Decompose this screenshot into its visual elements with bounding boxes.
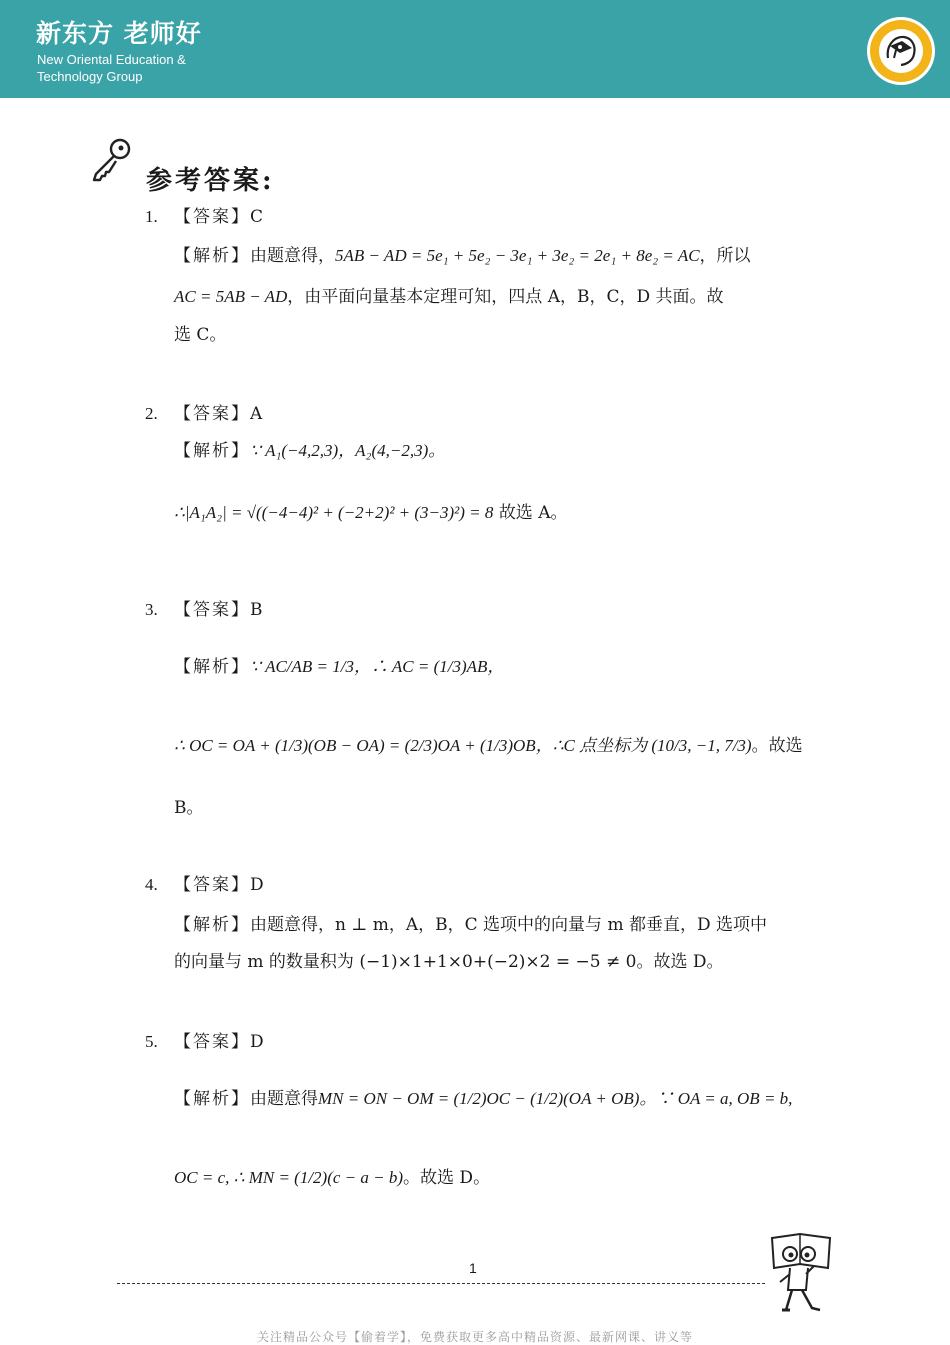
q4-answer-label: 【答案】: [174, 875, 250, 895]
q2-answer: A: [250, 404, 263, 424]
q1-analysis-line1: [174, 244, 751, 268]
q4-answer-line: [174, 873, 264, 897]
new-oriental-logo-icon: [866, 16, 936, 86]
q5-analysis-line2: [174, 1166, 490, 1190]
q5-l2-expr: OC = c, ∴ MN = (1/2)(c − a − b): [174, 1168, 404, 1187]
reading-mascot-icon: [762, 1232, 840, 1316]
page-number: 1: [469, 1260, 477, 1276]
q1-analysis-line3: 选 C。: [174, 325, 227, 345]
q3-answer-label: 【答案】: [174, 600, 250, 620]
q5-l1-expr: MN = ON − OM = (1/2)OC − (1/2)(OA + OB)。∵ OA = a, OB = b,: [318, 1089, 793, 1108]
brand-en-line2: Technology Group: [37, 69, 143, 84]
q3-l1-expr: ∵ AC/AB = 1/3，∴ AC = (1/3)AB，: [250, 657, 505, 676]
q1-l1-expr: 5AB − AD = 5e₁ + 5e₂ − 3e₁ + 3e₂ = 2e₁ + 8e₂ = AC: [335, 246, 700, 265]
q5-analysis-line1: [174, 1087, 792, 1111]
q5-answer-line: [174, 1030, 264, 1054]
q1-answer-line: [174, 205, 263, 229]
q5-l1-text: 由题意得: [250, 1089, 318, 1109]
brand-en-line1: New Oriental Education &: [37, 52, 186, 67]
q2-l1-expr: ∵ A₁(−4,2,3)，A₂(4,−2,3)。: [250, 441, 446, 460]
q5-answer-label: 【答案】: [174, 1032, 250, 1052]
q2-answer-line: [174, 402, 262, 426]
q3-analysis-line2: [174, 734, 803, 758]
q1-l1-text: 由题意得，: [250, 246, 335, 266]
q1-l2-text: ，由平面向量基本定理可知，四点 A，B，C，D 共面。故: [287, 287, 724, 307]
header-bar: [0, 0, 950, 98]
q1-number: 1.: [145, 207, 158, 226]
q1-l2-expr: AC = 5AB − AD: [174, 287, 288, 306]
q5-analysis-label: 【解析】: [174, 1089, 250, 1109]
q4-l1-text: 由题意得，n ⊥ m，A，B，C 选项中的向量与 m 都垂直，D 选项中: [250, 915, 768, 935]
q4-analysis-line2: 的向量与 m 的数量积为 (−1)×1+1×0+(−2)×2 = −5 ≠ 0。故选 D。: [174, 952, 724, 972]
q3-answer: B: [250, 600, 263, 620]
q3-number: 3.: [145, 600, 158, 619]
q4-number: 4.: [145, 875, 158, 894]
q5-answer: D: [250, 1032, 264, 1052]
key-icon: [90, 136, 134, 182]
q1-l1-tail: ，所以: [699, 246, 751, 266]
q4-analysis-line1: [174, 913, 767, 937]
q3-analysis-line3: B。: [174, 798, 204, 818]
brand-name-en: [37, 51, 186, 85]
brand-name-cn: 新东方 老师好: [36, 19, 202, 48]
q1-answer-label: 【答案】: [174, 207, 250, 227]
q1-analysis-line2: [174, 285, 724, 309]
q3-analysis-line1: [174, 655, 504, 679]
footer-promo-text: 关注精品公众号【偷着学】，免费获取更多高中精品资源、最新网课、讲义等: [256, 1330, 693, 1344]
q3-analysis-label: 【解析】: [174, 657, 250, 677]
q2-analysis-line2: [174, 501, 568, 525]
q2-analysis-line1: [174, 439, 445, 463]
q2-number: 2.: [145, 404, 158, 423]
q5-number: 5.: [145, 1032, 158, 1051]
footer-divider: [117, 1283, 765, 1284]
q1-analysis-label: 【解析】: [174, 246, 250, 266]
q3-l2-text: 。故选: [751, 736, 803, 756]
q4-answer: D: [250, 875, 264, 895]
q4-analysis-label: 【解析】: [174, 915, 250, 935]
q2-l2-expr: ∴|A₁A₂| = √((−4−4)² + (−2+2)² + (3−3)²) = 8: [174, 503, 494, 522]
q2-analysis-label: 【解析】: [174, 441, 250, 461]
q2-answer-label: 【答案】: [174, 404, 250, 424]
q3-l2-expr: ∴ OC = OA + (1/3)(OB − OA) = (2/3)OA + (1/3)OB，∴C 点坐标为 (10/3, −1, 7/3): [174, 736, 752, 755]
q5-l2-text: 。故选 D。: [403, 1168, 491, 1188]
section-title: 参考答案:: [146, 166, 275, 196]
q2-l2-text: 故选 A。: [498, 503, 568, 523]
q3-answer-line: [174, 598, 263, 622]
q1-answer: C: [250, 207, 264, 227]
